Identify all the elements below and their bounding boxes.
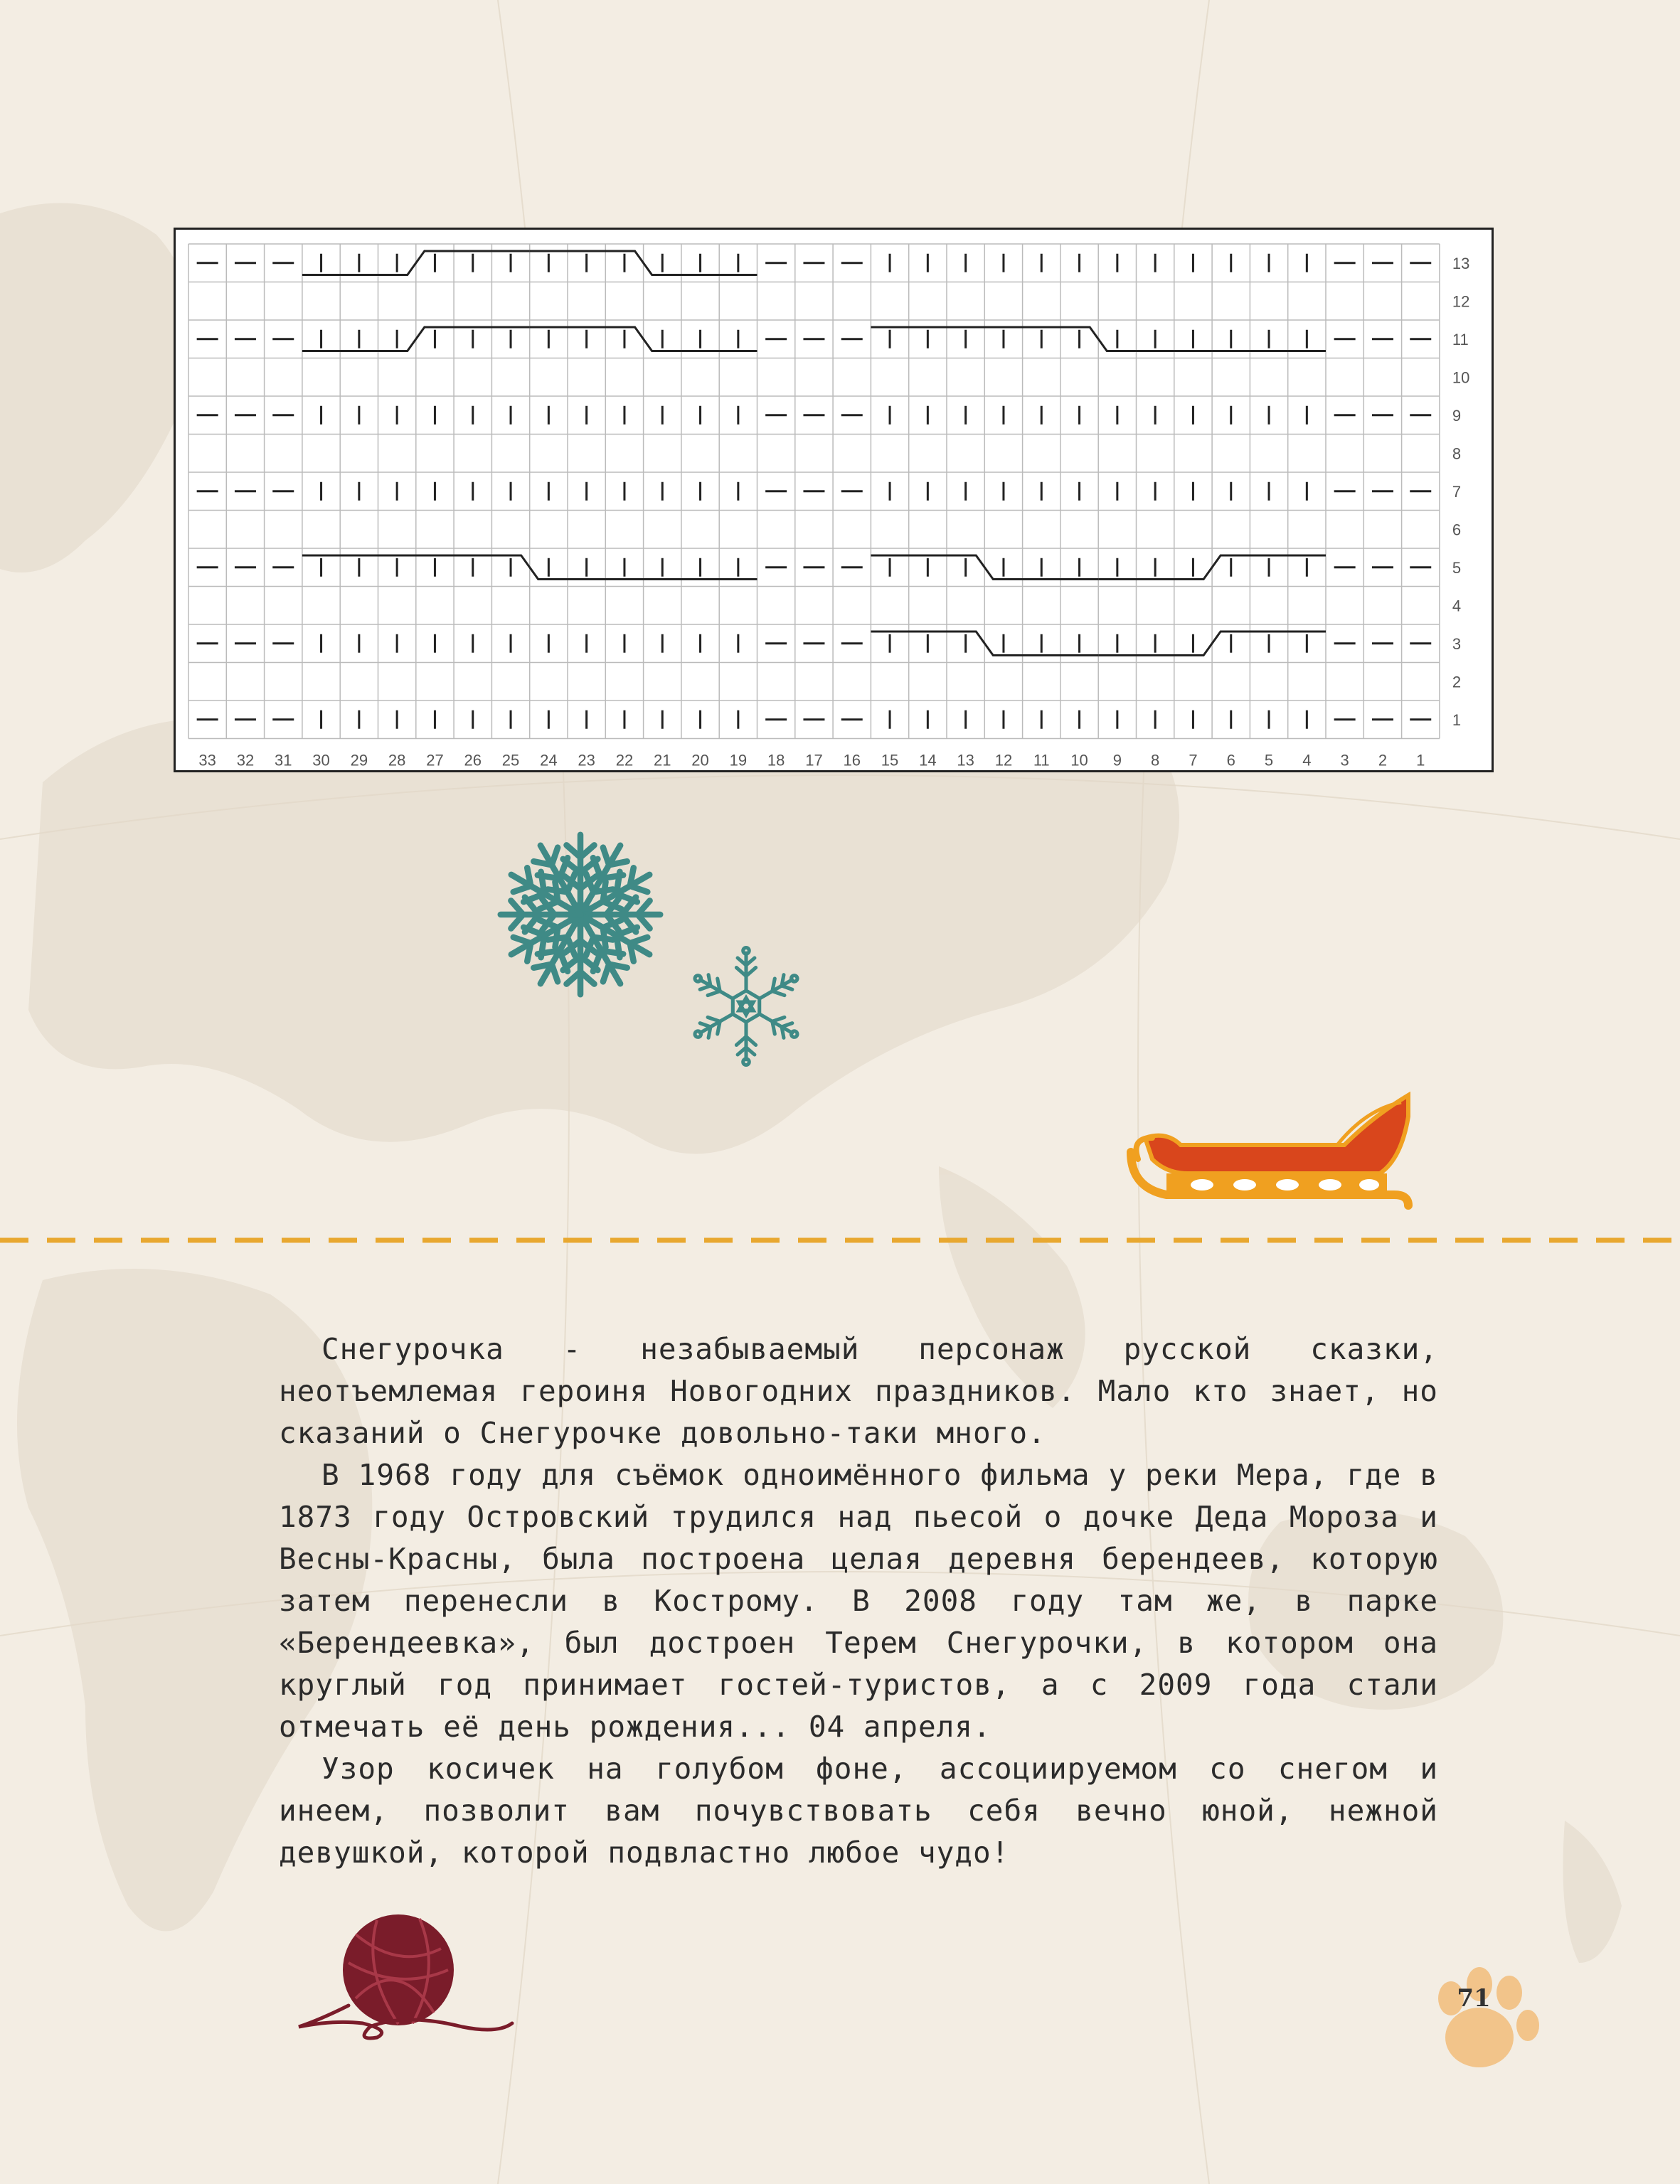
- snowflake-icon: [494, 828, 667, 1001]
- row-label: 1: [1452, 710, 1462, 729]
- small-snowflake-icon: [686, 939, 807, 1074]
- column-label: 22: [615, 751, 634, 769]
- story-paragraph: Узор косичек на голубом фоне, ассоциируемом со снегом и инеем, позволит вам почувствовать себя вечно юной, нежной девушкой, которой подвластно любое чудо!: [279, 1752, 1438, 1870]
- story-paragraph: Снегурочка - незабываемый персонаж русской сказки, неотъемлемая героиня Новогодних праздников. Мало кто знает, но сказаний о Снегурочке довольно-таки много.: [279, 1332, 1438, 1450]
- row-label: 12: [1452, 292, 1470, 311]
- column-label: 4: [1302, 751, 1312, 769]
- row-label: 13: [1452, 254, 1470, 272]
- column-label: 25: [501, 751, 520, 769]
- row-label: 6: [1452, 521, 1462, 539]
- column-label: 30: [312, 751, 330, 769]
- column-label: 12: [994, 751, 1013, 769]
- row-label: 5: [1452, 558, 1462, 577]
- column-label: 5: [1264, 751, 1274, 769]
- column-label: 33: [198, 751, 216, 769]
- column-label: 3: [1340, 751, 1349, 769]
- row-label: 9: [1452, 406, 1462, 425]
- column-label: 23: [578, 751, 595, 769]
- column-label: 13: [957, 751, 974, 769]
- column-label: 24: [540, 751, 558, 769]
- row-label: 4: [1452, 597, 1462, 615]
- row-label: 7: [1452, 482, 1462, 501]
- page-number: 71: [1457, 1984, 1491, 2013]
- column-label: 17: [805, 751, 823, 769]
- column-label: 15: [881, 751, 899, 769]
- column-label: 28: [388, 751, 406, 769]
- column-label: 32: [236, 751, 255, 769]
- column-label: 11: [1033, 751, 1050, 769]
- column-label: 14: [919, 751, 937, 769]
- column-label: 19: [729, 751, 748, 769]
- column-label: 9: [1112, 751, 1122, 769]
- dashed-separator: [0, 1236, 1680, 1245]
- column-label: 2: [1378, 751, 1388, 769]
- column-label: 27: [426, 751, 444, 769]
- column-label: 31: [275, 751, 292, 769]
- row-label: 11: [1452, 330, 1469, 348]
- column-label: 21: [654, 751, 671, 769]
- story-text: [279, 1328, 1438, 1874]
- sleigh-icon: [1124, 1088, 1415, 1216]
- row-label: 10: [1452, 368, 1470, 387]
- paw-print-icon: [1430, 1963, 1543, 2084]
- knitting-chart-grid: [176, 230, 1492, 770]
- row-label: 2: [1452, 673, 1462, 691]
- column-label: 1: [1416, 751, 1425, 769]
- column-label: 7: [1189, 751, 1198, 769]
- column-label: 6: [1226, 751, 1235, 769]
- column-label: 18: [767, 751, 785, 769]
- row-label: 8: [1452, 444, 1462, 463]
- column-label: 20: [691, 751, 709, 769]
- story-paragraph: В 1968 году для съёмок одноимённого фильма у реки Мера, где в 1873 году Островский трудился над пьесой о дочке Деда Мороза и Весны-Красны, была построена целая деревня берендеев, которую затем перенесли в Кострому. В 2008 году там же, в парке «Берендеевка», был достроен Терем Снегурочки, в котором она круглый год принимает гостей-туристов, а с 2009 года стали отмечать её день рождения... 04 апреля.: [279, 1458, 1438, 1744]
- column-label: 26: [464, 751, 482, 769]
- column-label: 8: [1151, 751, 1160, 769]
- column-label: 10: [1070, 751, 1088, 769]
- column-label: 16: [843, 751, 861, 769]
- knitting-chart: [174, 228, 1494, 772]
- yarn-ball-icon: [292, 1906, 519, 2048]
- column-label: 29: [350, 751, 368, 769]
- row-label: 3: [1452, 634, 1462, 653]
